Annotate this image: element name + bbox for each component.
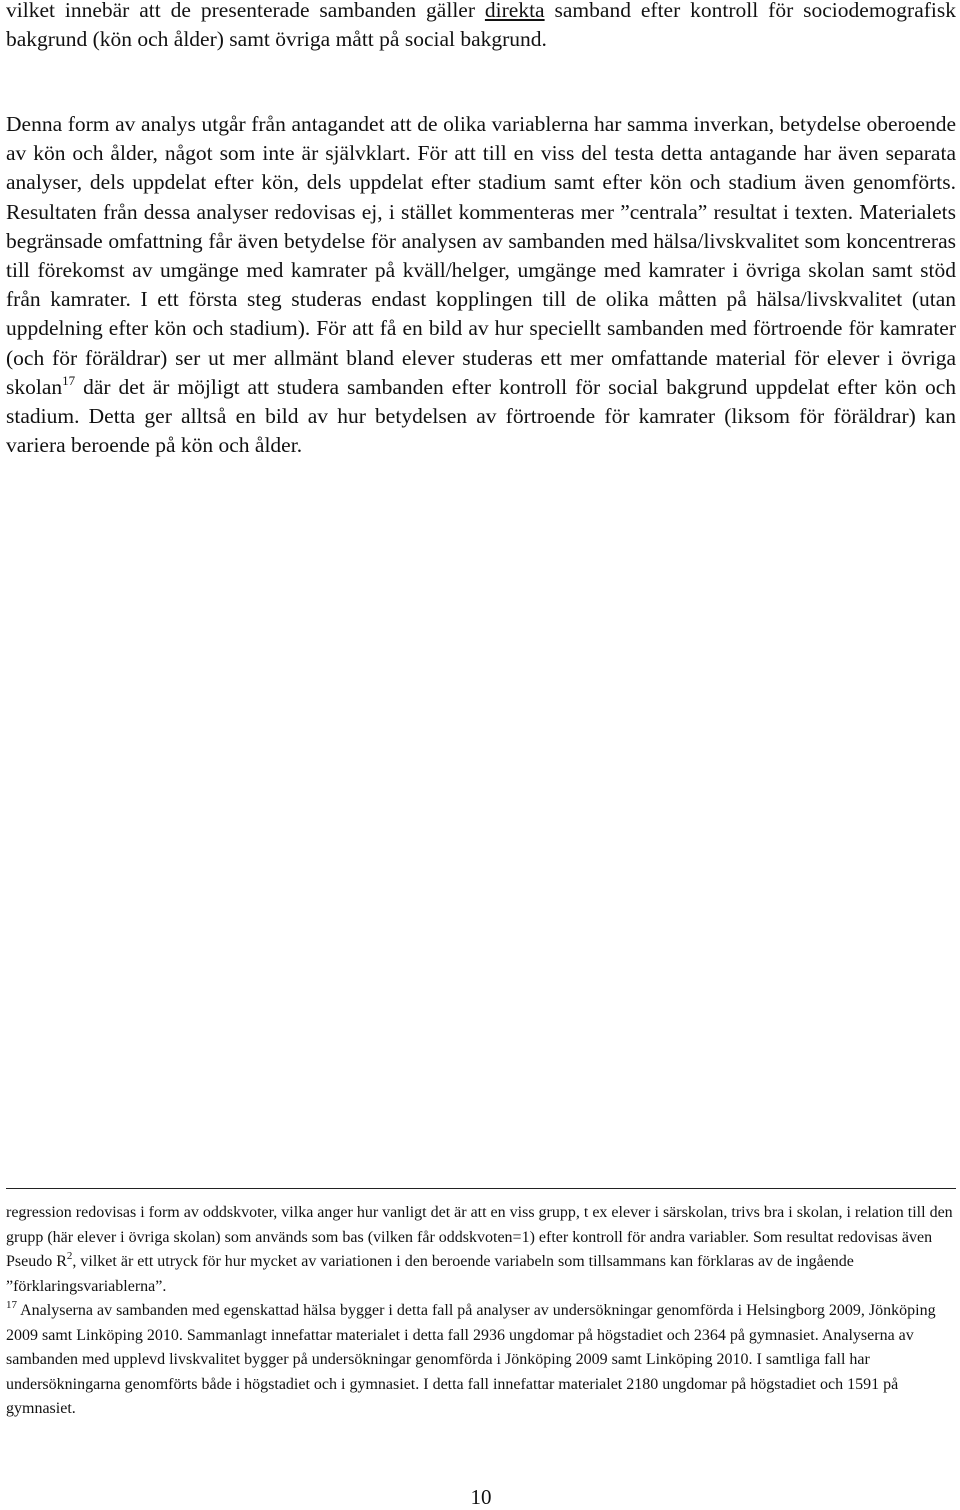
footnote-17: [6, 1299, 956, 1422]
footnote-superscript-2: 2: [66, 1250, 73, 1262]
footnote-divider: [6, 1188, 956, 1189]
footnote-continued-text-b: , vilket är ett utryck för hur mycket av variationen i den beroende variabeln som tillsammans kan förklaras av de ingående ”förklaringsvariablerna”.: [6, 1253, 854, 1295]
paragraph-analysis-text-b: där det är möjligt att studera sambanden efter kontroll för social bakgrund uppdelat efter kön och stadium. Detta ger alltså en bild av hur betydelsen av förtroende för kamrater (liksom för föräldrar) kan variera beroende på kön och ålder.: [6, 374, 956, 458]
footnote-mark-17: 17: [6, 1299, 17, 1311]
paragraph-analysis: [6, 110, 956, 460]
page-number: 10: [470, 1485, 492, 1509]
document-page: [6, 0, 956, 1509]
paragraph-analysis-text-a: Denna form av analys utgår från antagandet att de olika variablerna har samma inverkan, betydelse oberoende av kön och ålder, något som inte är självklart. För att till en viss del testa detta antagande har även separata analyser, dels uppdelat efter kön, dels uppdelat efter stadium samt efter kön och stadium även genomförts. Resultaten från dessa analyser redovisas ej, i stället kommenteras mer ”centrala” resultat i texten. Materialets begränsade omfattning får även betydelse för analysen av sambanden med hälsa/livskvalitet som koncentreras till förekomst av umgänge med kamrater på kväll/helger, umgänge med kamrater i övriga skolan samt stöd från kamrater. I ett första steg studeras endast kopplingen till de olika måtten på hälsa/livskvalitet (utan uppdelning efter kön och stadium). För att få en bild av hur speciellt sambanden med förtroende för kamrater (och för föräldrar) ser ut mer allmänt bland elever studeras ett mer omfattande material för elever i övriga skolan: [6, 112, 956, 399]
paragraph-intro-text-b: samband efter kontroll för sociodemografisk bakgrund (kön och ålder) samt övriga mått på social bakgrund.: [6, 0, 956, 52]
paragraph-intro-text-a: vilket innebär att de presenterade sambanden gäller: [6, 0, 485, 22]
footnote-17-text: Analyserna av sambanden med egenskattad hälsa bygger i detta fall på analyser av undersökningar genomförda i Helsingborg 2009, Jönköping 2009 samt Linköping 2010. Sammanlagt innefattar materialet i detta fall 2936 ungdomar på högstadiet och 2364 på gymnasiet. Analyserna av sambanden med upplevd livskvalitet bygger på undersökningar genomförda i Jönköping 2009 samt Linköping 2010. I samtliga fall har undersökningarna genomförts både i högstadiet och i gymnasiet. I detta fall innefattar materialet 2180 ungdomar på högstadiet och 1591 på gymnasiet.: [6, 1302, 936, 1417]
footnote-continued-text-a: regression redovisas i form av oddskvoter, vilka anger hur vanligt det är att en viss grupp, t ex elever i särskolan, trivs bra i skolan, i relation till den grupp (här elever i övriga skolan) som används som bas (vilken får oddskvoten=1) efter kontroll för andra variabler. Som resultat redovisas även Pseudo R: [6, 1204, 953, 1270]
paragraph-intro: [6, 0, 956, 54]
footnote-ref-17: 17: [62, 372, 76, 388]
underlined-word-direkta: direkta: [484, 0, 545, 22]
footnote-continued: [6, 1201, 956, 1299]
footnotes-section: [6, 1201, 956, 1422]
